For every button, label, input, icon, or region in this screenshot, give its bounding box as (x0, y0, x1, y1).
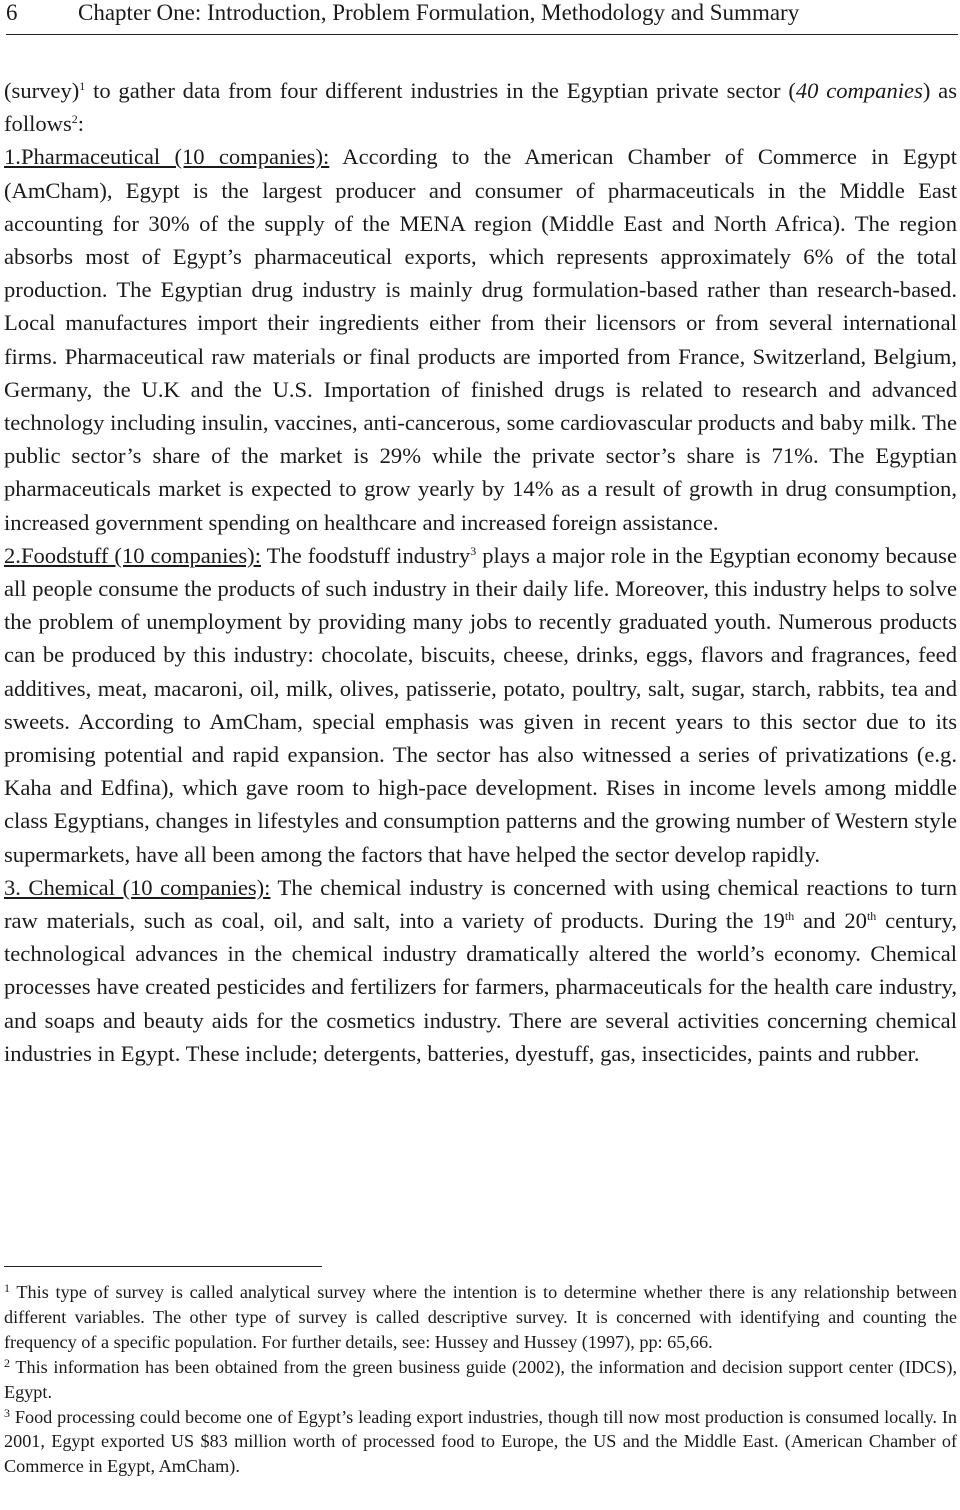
footnote-text: This type of survey is called analytical survey where the intention is to determine whether there is any relationship between different variables. The other type of survey is called descriptive survey. It is concerned with identifying and counting the frequency of a specific population. For further details, see: Hussey and Hussey (1997), pp: 65,66. (4, 1282, 957, 1352)
footnotes (4, 1280, 957, 1479)
intro-text: to gather data from four different industries in the Egyptian private sector ( (85, 78, 796, 103)
footnote-3 (4, 1405, 957, 1480)
footnote-ref-1: 1 (79, 79, 86, 93)
footnote-ref-2: 2 (71, 112, 78, 127)
section-chemical (4, 871, 957, 1070)
footnote-mark: 2 (4, 1355, 10, 1370)
intro-text: : (77, 111, 85, 137)
ordinal-suffix: th (784, 909, 795, 924)
section-foodstuff (4, 539, 957, 871)
section-text: and 20 (794, 908, 867, 934)
intro-text: (survey) (4, 78, 80, 103)
section-text: The foodstuff industry (260, 542, 471, 568)
footnote-mark: 3 (4, 1405, 10, 1420)
footnote-1 (4, 1280, 957, 1355)
section-heading: 2.Foodstuff (10 companies): (4, 542, 261, 568)
section-text: plays a major role in the Egyptian economy because all people consume the products of such industry in their daily life. Moreover, this industry helps to solve the problem of unemployment by providing many jobs to recently graduated youth. Numerous products can be produced by this industry: chocolate, biscuits, cheese, drinks, eggs, flavors and fragrances, feed additives, meat, macaroni, oil, milk, olives, patisserie, potato, poultry, salt, sugar, starch, rabbits, tea and sweets. According to AmCham, special emphasis was given in recent years to this sector due to its promising potential and rapid expansion. The sector has also witnessed a series of privatizations (e.g. Kaha and Edfina), which gave room to high-pace development. Rises in income levels among middle class Egyptians, changes in lifestyles and consumption patterns and the growing number of Western style supermarkets, have all been among the factors that have helped the sector develop rapidly. (4, 542, 957, 867)
intro-italic-text: 40 companies (795, 78, 923, 103)
footnote-ref-3: 3 (470, 543, 477, 558)
footnote-text: Food processing could become one of Egypt’s leading export industries, though till now most production is consumed locally. In 2001, Egypt exported US $83 million worth of processed food to Europe, the US and the Middle East. (American Chamber of Commerce in Egypt, AmCham). (4, 1406, 957, 1477)
page-number: 6 (6, 0, 18, 25)
section-text: The chemical industry is concerned with using chemical reactions to turn raw materials, such as coal, oil, and salt, into a variety of products. During the 19 (4, 874, 957, 934)
ordinal-suffix: th (866, 909, 877, 924)
page-header (6, 0, 958, 35)
section-heading: 1.Pharmaceutical (10 companies): (4, 144, 330, 170)
intro-text: ) as follows (4, 78, 958, 137)
footnote-mark: 1 (4, 1281, 10, 1295)
footnote-divider (4, 1266, 322, 1267)
section-pharmaceutical (4, 140, 957, 538)
section-heading: 3. Chemical (10 companies): (4, 874, 271, 900)
chapter-title: Chapter One: Introduction, Problem Formulation, Methodology and Summary (78, 0, 800, 25)
body-text (4, 74, 957, 1070)
footnote-text: This information has been obtained from the green business guide (2002), the information and decision support center (IDCS), Egypt. (4, 1356, 957, 1402)
section-text: century, technological advances in the chemical industry dramatically altered the world’s economy. Chemical processes have created pesticides and fertilizers for farmers, pharmaceuticals for the health care industry, and soaps and beauty aids for the cosmetics industry. There are several activities concerning chemical industries in Egypt. These include; detergents, batteries, dyestuff, gas, insecticides, paints and rubber. (4, 908, 957, 1066)
intro-paragraph (4, 74, 957, 140)
section-text: According to the American Chamber of Commerce in Egypt (AmCham), Egypt is the largest producer and consumer of pharmaceuticals in the Middle East accounting for 30% of the supply of the MENA region (Middle East and North Africa). The region absorbs most of Egypt’s pharmaceutical exports, which represents approximately 6% of the total production. The Egyptian drug industry is mainly drug formulation-based rather than research-based. Local manufactures import their ingredients either from their licensors or from several international firms. Pharmaceutical raw materials or final products are imported from France, Switzerland, Belgium, Germany, the U.K and the U.S. Importation of finished drugs is related to research and advanced technology including insulin, vaccines, anti-cancerous, some cardiovascular products and baby milk. The public sector’s share of the market is 29% while the private sector’s share is 71%. The Egyptian pharmaceuticals market is expected to grow yearly by 14% as a result of growth in drug consumption, increased government spending on healthcare and increased foreign assistance. (4, 144, 957, 535)
footnote-2 (4, 1355, 957, 1405)
